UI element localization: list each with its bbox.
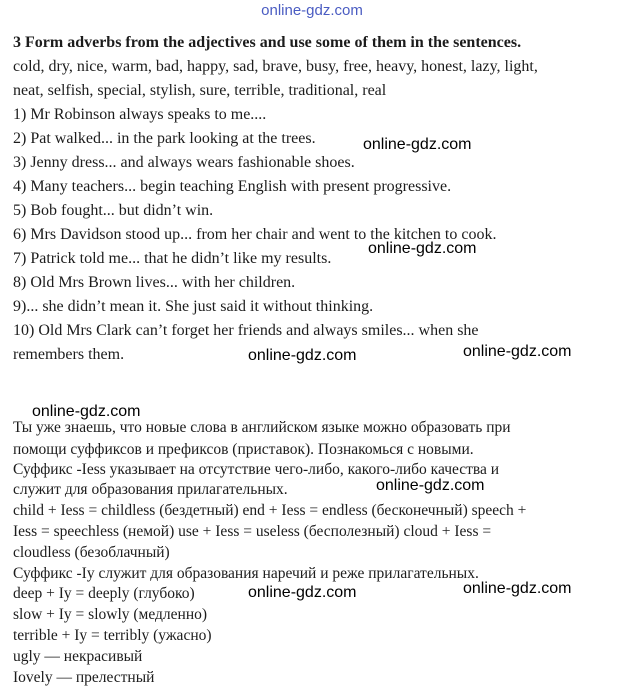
sentence-line: 6) Mrs Davidson stood up... from her chair and went to the kitchen to cook. [13, 226, 497, 243]
theory-line: служит для образования прилагательных. [13, 481, 288, 498]
header-watermark: online-gdz.com [261, 2, 363, 19]
theory-line: terrible + Iy = terribly (ужасно) [13, 627, 212, 644]
watermark: online-gdz.com [32, 403, 141, 420]
theory-line: slow + Iy = slowly (медленно) [13, 606, 208, 623]
theory-line: ugly — некрасивый [13, 648, 143, 665]
word-list-line: neat, selfish, special, stylish, sure, terrible, traditional, real [13, 82, 387, 99]
sentence-line: 3) Jenny dress... and always wears fashionable shoes. [13, 154, 355, 171]
theory-line: помощи суффиксов и префиксов (приставок). Познакомься с новыми. [13, 441, 474, 458]
sentence-line: 5) Bob fought... but didn’t win. [13, 202, 214, 219]
theory-line: Iess = speechless (немой) use + Iess = useless (бесполезный) cloud + Iess = [13, 523, 492, 540]
watermark: online-gdz.com [463, 343, 572, 360]
watermark: online-gdz.com [248, 347, 357, 364]
theory-line: deep + Iy = deeply (глубоко) [13, 585, 195, 602]
sentence-line: 7) Patrick told me... that he didn’t like my results. [13, 250, 332, 267]
theory-line: child + Iess = childless (бездетный) end + Iess = endless (бесконечный) speech + [13, 502, 527, 519]
sentence-line: remembers them. [13, 346, 125, 363]
watermark: online-gdz.com [363, 136, 472, 153]
watermark: online-gdz.com [376, 477, 485, 494]
theory-line: Суффикс -Iess указывает на отсутствие чего-либо, какого-либо качества и [13, 461, 500, 478]
sentence-line: 8) Old Mrs Brown lives... with her children. [13, 274, 296, 291]
watermark: online-gdz.com [368, 240, 477, 257]
exercise-heading: 3 Form adverbs from the adjectives and use some of them in the sentences. [13, 34, 522, 51]
word-list-line: cold, dry, nice, warm, bad, happy, sad, brave, busy, free, heavy, honest, lazy, light, [13, 58, 538, 75]
watermark: online-gdz.com [463, 580, 572, 597]
sentence-line: 9)... she didn’t mean it. She just said it without thinking. [13, 298, 374, 315]
watermark: online-gdz.com [248, 584, 357, 601]
sentence-line: 4) Many teachers... begin teaching English with present progressive. [13, 178, 452, 195]
theory-line: Суффикс -Iy служит для образования наречий и реже прилагательных. [13, 565, 479, 582]
theory-line: cloudless (безоблачный) [13, 544, 170, 561]
sentence-line: 2) Pat walked... in the park looking at the trees. [13, 130, 316, 147]
sentence-line: 1) Mr Robinson always speaks to me.... [13, 106, 267, 123]
sentence-line: 10) Old Mrs Clark can’t forget her friends and always smiles... when she [13, 322, 479, 339]
theory-line: Ты уже знаешь, что новые слова в английском языке можно образовать при [13, 419, 511, 436]
theory-line: Iovely — прелестный [13, 669, 155, 686]
